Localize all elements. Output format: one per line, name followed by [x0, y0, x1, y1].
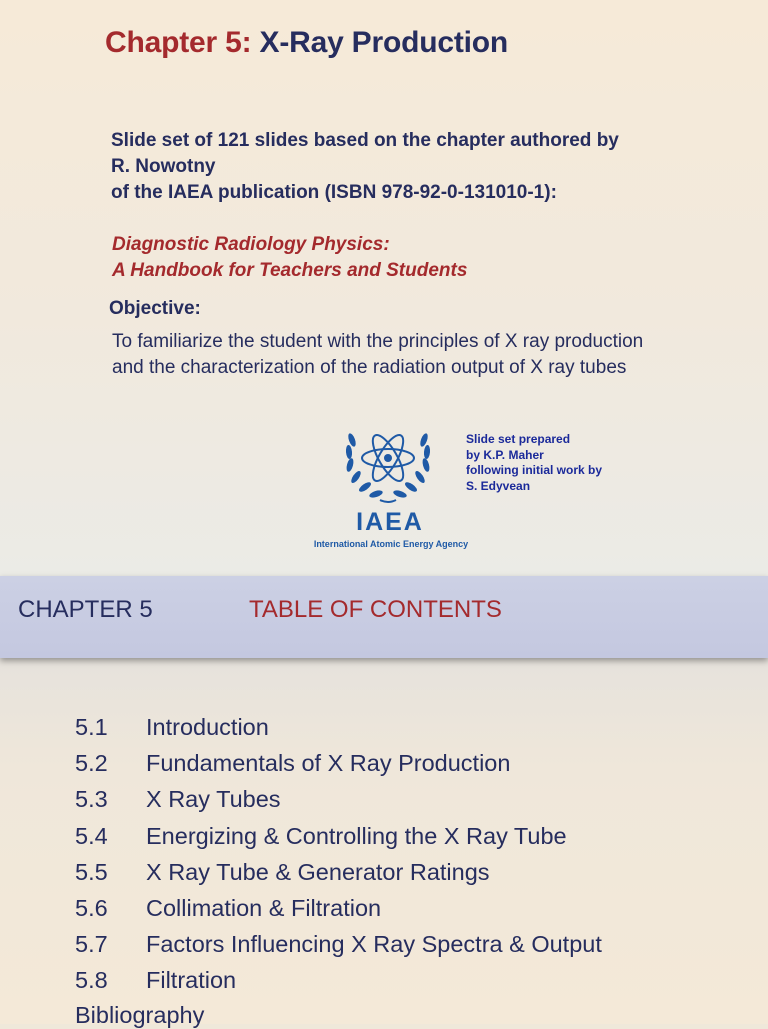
toc-number: 5.8	[75, 967, 108, 994]
toc-label: Energizing & Controlling the X Ray Tube	[146, 822, 567, 849]
toc-label: Filtration	[146, 967, 237, 994]
toc-number: 5.2	[75, 750, 108, 777]
toc-label: Fundamentals of X Ray Production	[146, 750, 511, 777]
toc-item	[0, 823, 768, 859]
objective-line: and the characterization of the radiation output of X ray tubes	[112, 357, 627, 378]
prepared-line: following initial work by	[466, 463, 603, 477]
book-title	[112, 232, 467, 284]
intro-text	[111, 128, 731, 206]
title-chapter: Chapter 5:	[105, 26, 252, 59]
objective-line: To familiarize the student with the principles of X ray production	[112, 331, 644, 352]
book-title-line: Diagnostic Radiology Physics:	[112, 234, 390, 255]
prepared-line: Slide set prepared	[466, 432, 571, 446]
prepared-line: by K.P. Maher	[466, 447, 544, 462]
objective-text	[112, 329, 732, 381]
toc-item	[0, 786, 768, 822]
toc-header	[0, 576, 768, 658]
header-chapter: CHAPTER 5	[18, 596, 153, 623]
iaea-full-name: International Atomic Energy Agency	[313, 539, 469, 549]
toc-number: 5.6	[75, 894, 108, 921]
toc-label: Collimation & Filtration	[146, 894, 382, 921]
toc-label: X Ray Tubes	[146, 786, 281, 813]
slide-title	[105, 26, 508, 60]
toc-number: 5.4	[75, 822, 108, 849]
iaea-emblem-icon	[340, 420, 436, 506]
toc-item	[0, 714, 768, 750]
toc-number: 5.3	[75, 786, 108, 813]
book-title-line: A Handbook for Teachers and Students	[112, 260, 468, 281]
objective-heading: Objective:	[109, 298, 201, 319]
intro-line: Slide set of 121 slides based on the chapter authored by	[111, 130, 619, 151]
toc-list	[0, 714, 768, 1004]
toc-number: 5.7	[75, 931, 108, 958]
toc-item	[0, 859, 768, 895]
toc-bibliography: Bibliography	[75, 1002, 205, 1028]
prepared-line: S. Edyvean	[466, 478, 531, 493]
iaea-acronym: IAEA	[356, 508, 424, 536]
toc-number: 5.1	[75, 714, 108, 740]
toc-number: 5.5	[75, 858, 108, 885]
prepared-by	[466, 432, 602, 494]
header-title: TABLE OF CONTENTS	[249, 596, 502, 623]
toc-label: Introduction	[146, 714, 269, 740]
intro-line: of the IAEA publication (ISBN 978-92-0-131010-1):	[111, 182, 557, 203]
toc-slide	[0, 658, 768, 1028]
toc-item	[0, 967, 768, 1003]
toc-item	[0, 750, 768, 786]
toc-label: X Ray Tube & Generator Ratings	[146, 858, 490, 885]
toc-item	[0, 931, 768, 967]
toc-item	[0, 895, 768, 931]
toc-label: Factors Influencing X Ray Spectra & Output	[146, 931, 602, 958]
title-text: X-Ray Production	[259, 26, 509, 59]
intro-line: R. Nowotny	[111, 156, 216, 177]
